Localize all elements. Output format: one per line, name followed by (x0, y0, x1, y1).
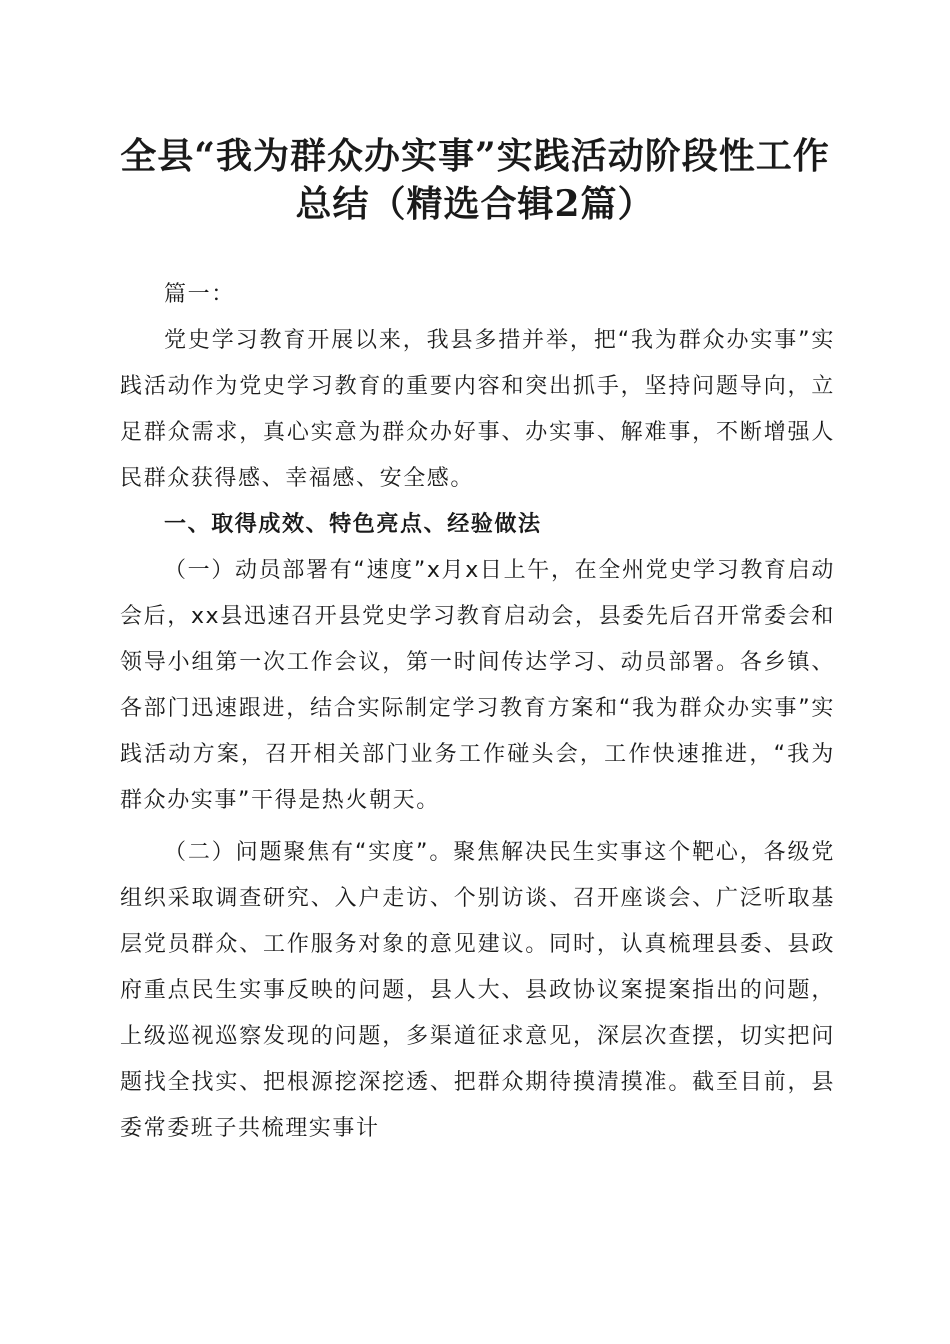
document-title-line-2: 总结（精选合辑2篇） (295, 183, 655, 225)
section-heading: 一、取得成效、特色亮点、经验做法 (164, 512, 542, 537)
body-paragraph-1: （一）动员部署有“速度”x月x日上午，在全州党史学习教育启动会后，xx县迅速召开县党史学习教育启动会，县委先后召开常委会和领导小组第一次工作会议，第一时间传达学习、动员部署。各乡镇、各部门迅速跟进，结合实际制定学习教育方案和“我为群众办实事”实践活动方案，召开相关部门业务工作碰头会，工作快速推进，“我为群众办实事”干得是热火朝天。 (120, 558, 835, 813)
body-paragraph-2: （二）问题聚焦有“实度”。聚焦解决民生实事这个靶心，各级党组织采取调查研究、入户走访、个别访谈、召开座谈会、广泛听取基层党员群众、工作服务对象的意见建议。同时，认真梳理县委、县政府重点民生实事反映的问题，县人大、县政协议案提案指出的问题，上级巡视巡察发现的问题，多渠道征求意见，深层次查摆，切实把问题找全找实、把根源挖深挖透、把群众期待摸清摸准。截至目前，县委常委班子共梳理实事计 (120, 840, 835, 1141)
document-body (120, 272, 835, 1152)
section-label: 篇一： (164, 282, 235, 307)
document-title-line-1: 全县“我为群众办实事”实践活动阶段性工作 (120, 135, 830, 177)
intro-paragraph: 党史学习教育开展以来，我县多措并举，把“我为群众办实事”实践活动作为党史学习教育的重要内容和突出抓手，坚持问题导向，立足群众需求，真心实意为群众办好事、办实事、解难事，不断增强人民群众获得感、幸福感、安全感。 (120, 328, 835, 491)
